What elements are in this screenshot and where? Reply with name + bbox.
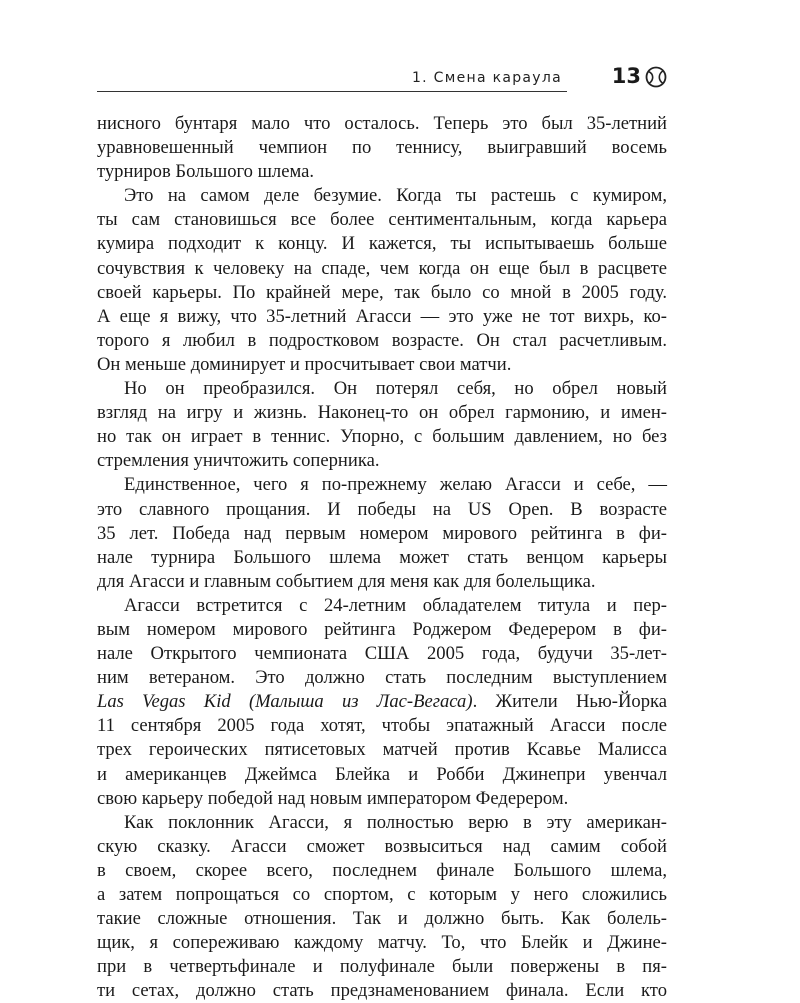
italic-title: Las Vegas Kid (Малыша из Лас-Вегаса) — [97, 691, 473, 713]
text-line: это славного прощания. И победы на US Open. В возрасте — [97, 498, 667, 520]
text-line: свою карьеру победой над новым императором Федерером. — [97, 787, 569, 809]
text-line: Но он преобразился. Он потерял себя, но обрел новый — [124, 378, 667, 400]
text-line: нале Открытого чемпионата США 2005 года, будучи 35-лет- — [97, 643, 667, 665]
text-line: а затем попрощаться со спортом, с которым у него сложились — [97, 884, 667, 905]
text-line: Он меньше доминирует и просчитывает свои матчи. — [97, 353, 512, 375]
text-line: А еще я вижу, что 35-летний Агасси — это уже не тот вихрь, ко- — [97, 305, 667, 327]
text-line: трех героических пятисетовых матчей против Ксавье Малисса — [97, 739, 667, 761]
body-text — [97, 112, 667, 1003]
text-line: Как поклонник Агасси, я полностью верю в эту американ- — [124, 811, 667, 833]
text-line: взгляд на игру и жизнь. Наконец-то он обрел гармонию, и имен- — [97, 402, 667, 424]
text-line: сочувствия к человеку на спаде, чем когда он еще был в расцвете — [97, 257, 667, 279]
text-line — [97, 690, 667, 714]
text-line: кумира подходит к концу. И кажется, ты испытываешь больше — [97, 233, 667, 255]
text-line: своей карьеры. По крайней мере, так было со мной в 2005 году. — [97, 281, 667, 303]
text-line: Единственное, чего я по-прежнему желаю Агасси и себе, — — [124, 474, 667, 496]
text-line: щик, я сопереживаю каждому матчу. То, что Блейк и Джине- — [97, 932, 667, 954]
text-line: торого я любил в подростковом возрасте. Он стал расчетливым. — [97, 329, 667, 351]
text-line: нисного бунтаря мало что осталось. Теперь это был 35-летний — [97, 113, 667, 134]
text-line: и американцев Джеймса Блейка и Робби Джинепри увенчал — [97, 763, 667, 785]
chapter-title: 1. Смена караула — [411, 70, 562, 86]
text-fragment: . Жители Нью-Йорка — [472, 691, 667, 713]
text-line: 35 лет. Победа над первым номером мирового рейтинга в фи- — [97, 522, 667, 544]
text-line: ти сетах, должно стать предзнаменованием финала. Если кто — [97, 980, 667, 1002]
text-line: ты сам становишься все более сентиментальным, когда карьера — [97, 209, 667, 231]
page-number: 13 — [611, 64, 641, 88]
text-line: скую сказку. Агасси сможет возвыситься над самим собой — [97, 835, 667, 857]
tennis-ball-icon — [645, 66, 667, 88]
text-line: для Агасси и главным событием для меня как для болельщика. — [97, 570, 596, 592]
text-line: такие сложные отношения. Так и должно быть. Как болель- — [97, 908, 667, 930]
text-line: Агасси встретится с 24-летним обладателем титула и пер- — [124, 594, 667, 616]
text-line: нале турнира Большого шлема может стать венцом карьеры — [97, 546, 667, 568]
running-header — [97, 62, 667, 96]
text-line: но так он играет в теннис. Упорно, с большим давлением, но без — [97, 426, 667, 448]
text-line: стремления уничтожить соперника. — [97, 450, 380, 472]
text-line: Это на самом деле безумие. Когда ты растешь с кумиром, — [124, 185, 667, 207]
text-line: турниров Большого шлема. — [97, 161, 314, 183]
text-line: в своем, скорее всего, последнем финале Большого шлема, — [97, 859, 667, 881]
text-line: вым номером мирового рейтинга Роджером Федерером в фи- — [97, 618, 667, 640]
text-line: ним ветераном. Это должно стать последним выступлением — [97, 667, 667, 689]
header-rule — [97, 91, 567, 92]
text-line: уравновешенный чемпион по теннису, выигравший восемь — [97, 137, 667, 159]
text-line: 11 сентября 2005 года хотят, чтобы эпатажный Агасси после — [97, 715, 667, 737]
text-line: при в четвертьфинале и полуфинале были повержены в пя- — [97, 956, 667, 978]
